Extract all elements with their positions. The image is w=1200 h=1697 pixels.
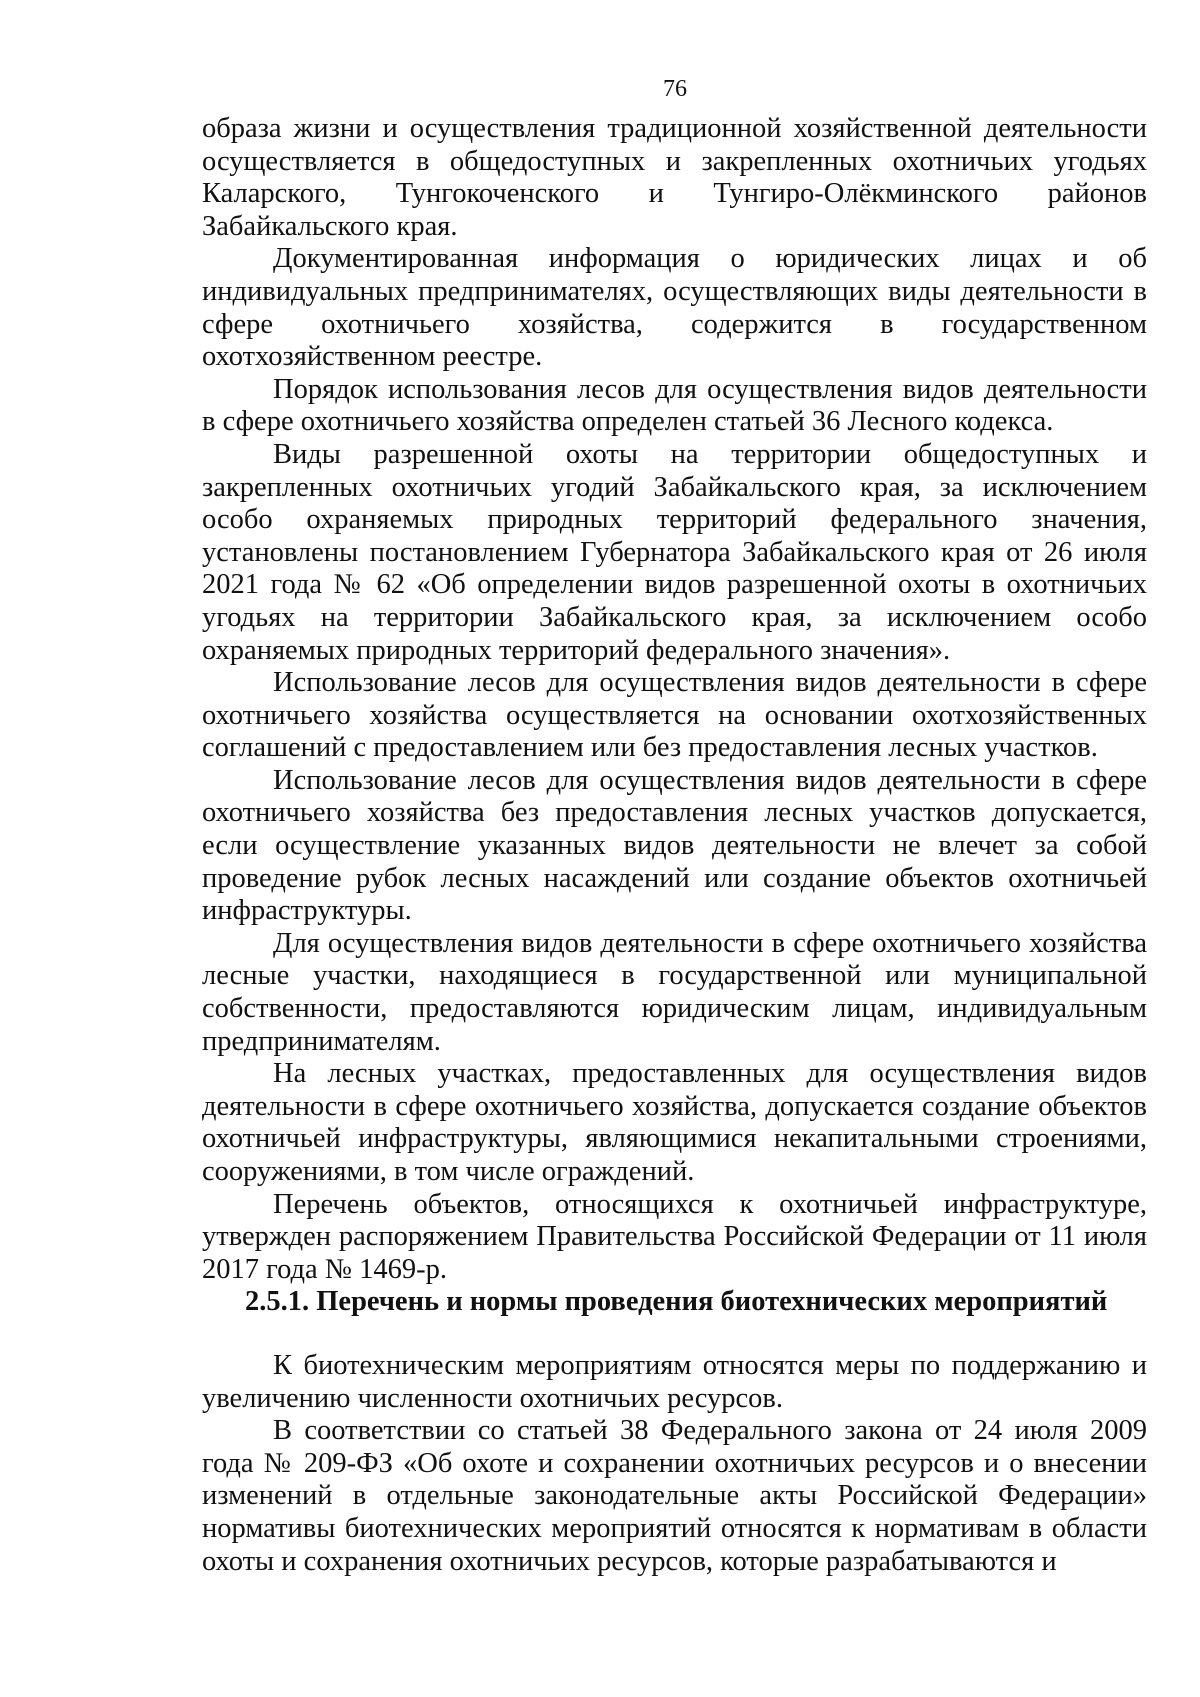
paragraph-permitted-hunting: Виды разрешенной охоты на территории общедоступных и закрепленных охотничьих угодий Забайкальского края, за исключением особо охраняемых природных территорий федерального значения, установлены постановлением Губернатора Забайкальского края от 26 июля 2021 года № 62 «Об определении видов разрешенной охоты в охотничьих угодьях на территории Забайкальского края, за исключением особо охраняемых природных территорий федерального значения». xyxy=(202,438,1147,666)
paragraph-biotechnical-definition: К биотехническим мероприятиям относятся меры по поддержанию и увеличению численности охотничьих ресурсов. xyxy=(202,1349,1147,1414)
document-body xyxy=(202,113,1147,1578)
paragraph-forest-use-agreements: Использование лесов для осуществления видов деятельности в сфере охотничьего хозяйства осуществляется на основании охотхозяйственных соглашений с предоставлением или без предоставления лесных участков. xyxy=(202,667,1147,764)
paragraph-registry: Документированная информация о юридических лицах и об индивидуальных предпринимателях, осуществляющих виды деятельности в сфере охотничьего хозяйства, содержится в государственном охотхозяйственном реестре. xyxy=(202,243,1147,373)
paragraph-infrastructure-list: Перечень объектов, относящихся к охотничьей инфраструктуре, утвержден распоряжением Правительства Российской Федерации от 11 июля 2017 года № 1469-р. xyxy=(202,1188,1147,1285)
paragraph-continuation: образа жизни и осуществления традиционной хозяйственной деятельности осуществляется в общедоступных и закрепленных охотничьих угодьях Каларского, Тунгокоченского и Тунгиро-Олёкминского районов Забайкальского края. xyxy=(202,113,1147,242)
paragraph-without-plots: Использование лесов для осуществления видов деятельности в сфере охотничьего хозяйства без предоставления лесных участков допускается, если осуществление указанных видов деятельности не влечет за собой проведение рубок лесных насаждений или создание объектов охотничьей инфраструктуры. xyxy=(202,764,1147,927)
section-heading: 2.5.1. Перечень и нормы проведения биотехнических мероприятий xyxy=(245,1286,1108,1318)
paragraph-forest-use-order: Порядок использования лесов для осуществления видов деятельности в сфере охотничьего хозяйства определен статьей 36 Лесного кодекса. xyxy=(202,373,1147,438)
paragraph-plots-provision: Для осуществления видов деятельности в сфере охотничьего хозяйства лесные участки, находящиеся в государственной или муниципальной собственности, предоставляются юридическим лицам, индивидуальным предпринимателям. xyxy=(202,927,1147,1057)
page-number: 76 xyxy=(663,76,687,102)
paragraph-biotechnical-norms: В соответствии со статьей 38 Федерального закона от 24 июля 2009 года № 209-ФЗ «Об охоте и сохранении охотничьих ресурсов и о внесении изменений в отдельные законодательные акты Российской Федерации» нормативы биотехнических мероприятий относятся к нормативам в области охоты и сохранения охотничьих ресурсов, которые разрабатываются и xyxy=(202,1415,1147,1577)
paragraph-infrastructure: На лесных участках, предоставленных для осуществления видов деятельности в сфере охотничьего хозяйства, допускается создание объектов охотничьей инфраструктуры, являющимися некапитальными строениями, сооружениями, в том числе ограждений. xyxy=(202,1058,1147,1187)
